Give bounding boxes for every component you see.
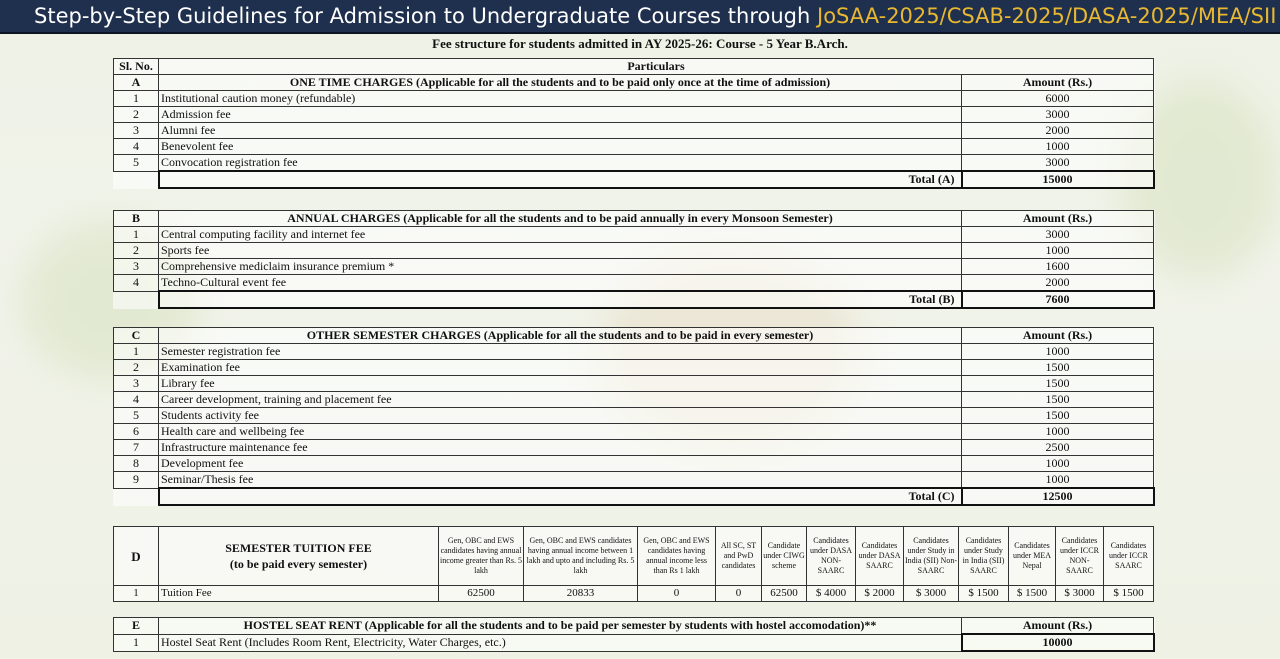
tuition-value: 0 bbox=[638, 586, 716, 602]
tuition-value: 62500 bbox=[439, 586, 524, 602]
table-row bbox=[114, 392, 1154, 408]
tuition-subtitle: (to be paid every semester) bbox=[229, 557, 368, 571]
section-code: B bbox=[114, 211, 159, 227]
particulars-header: Particulars bbox=[159, 59, 1154, 75]
row-amount: 1000 bbox=[962, 472, 1154, 489]
column-header: Gen, OBC and EWS candidates having annual income between 1 lakh and upto and including Rs. 5 lakh bbox=[524, 527, 638, 586]
row-number: 3 bbox=[114, 123, 159, 139]
row-amount: 3000 bbox=[962, 107, 1154, 123]
column-header: Candidate under CIWG scheme bbox=[762, 527, 807, 586]
section-code: E bbox=[114, 618, 159, 635]
tuition-header-row bbox=[114, 527, 1154, 586]
tuition-value: 62500 bbox=[762, 586, 807, 602]
table-section-d bbox=[113, 526, 1154, 602]
table-section-a bbox=[113, 58, 1155, 189]
row-number: 8 bbox=[114, 456, 159, 472]
column-header: Candidates under MEA Nepal bbox=[1009, 527, 1056, 586]
row-amount: 6000 bbox=[962, 91, 1154, 107]
row-label: Hostel Seat Rent (Includes Room Rent, Electricity, Water Charges, etc.) bbox=[159, 634, 962, 651]
tuition-value: $ 3000 bbox=[1056, 586, 1104, 602]
row-amount: 3000 bbox=[962, 227, 1154, 243]
row-label: Institutional caution money (refundable) bbox=[159, 91, 962, 107]
row-amount: 2000 bbox=[962, 275, 1154, 292]
total-amount: 12500 bbox=[962, 488, 1154, 505]
tuition-value: $ 1500 bbox=[959, 586, 1009, 602]
section-title bbox=[159, 527, 439, 586]
row-amount: 1000 bbox=[962, 139, 1154, 155]
table-row bbox=[114, 376, 1154, 392]
section-title: HOSTEL SEAT RENT (Applicable for all the students and to be paid per semester by students with hostel accomodation)** bbox=[159, 618, 962, 635]
table-row bbox=[114, 472, 1154, 489]
total-row bbox=[114, 488, 1154, 505]
total-amount: 15000 bbox=[962, 171, 1154, 188]
section-title: OTHER SEMESTER CHARGES (Applicable for all the students and to be paid in every semester) bbox=[159, 328, 962, 344]
amount-header: Amount (Rs.) bbox=[962, 75, 1154, 91]
table-section-b bbox=[113, 210, 1155, 309]
table-section-e bbox=[113, 617, 1155, 652]
row-label: Tuition Fee bbox=[159, 586, 439, 602]
table-row bbox=[114, 91, 1154, 107]
row-amount: 2500 bbox=[962, 440, 1154, 456]
table-row bbox=[114, 360, 1154, 376]
row-amount: 1000 bbox=[962, 344, 1154, 360]
row-amount: 1500 bbox=[962, 408, 1154, 424]
row-label: Comprehensive mediclaim insurance premium * bbox=[159, 259, 962, 275]
table-row bbox=[114, 344, 1154, 360]
tuition-value: $ 2000 bbox=[856, 586, 904, 602]
row-number: 1 bbox=[114, 227, 159, 243]
row-label: Health care and wellbeing fee bbox=[159, 424, 962, 440]
section-title: ONE TIME CHARGES (Applicable for all the students and to be paid only once at the time of admission) bbox=[159, 75, 962, 91]
row-amount: 1600 bbox=[962, 259, 1154, 275]
amount-header: Amount (Rs.) bbox=[962, 618, 1154, 635]
column-header: Candidates under ICCR NON-SAARC bbox=[1056, 527, 1104, 586]
row-label: Infrastructure maintenance fee bbox=[159, 440, 962, 456]
row-label: Admission fee bbox=[159, 107, 962, 123]
row-number: 5 bbox=[114, 408, 159, 424]
row-label: Benevolent fee bbox=[159, 139, 962, 155]
table-row bbox=[114, 456, 1154, 472]
total-row bbox=[114, 171, 1154, 188]
tuition-value: $ 3000 bbox=[904, 586, 959, 602]
page-banner bbox=[0, 0, 1280, 34]
row-label: Semester registration fee bbox=[159, 344, 962, 360]
row-label: Central computing facility and internet fee bbox=[159, 227, 962, 243]
row-amount: 2000 bbox=[962, 123, 1154, 139]
row-amount: 1500 bbox=[962, 376, 1154, 392]
table-row bbox=[114, 440, 1154, 456]
tuition-value: 20833 bbox=[524, 586, 638, 602]
column-header: Candidates under ICCR SAARC bbox=[1104, 527, 1154, 586]
row-label: Seminar/Thesis fee bbox=[159, 472, 962, 489]
row-label: Development fee bbox=[159, 456, 962, 472]
column-header: Gen, OBC and EWS candidates having annual income less than Rs 1 lakh bbox=[638, 527, 716, 586]
tuition-value: $ 1500 bbox=[1009, 586, 1056, 602]
table-row bbox=[114, 586, 1154, 602]
table-row bbox=[114, 408, 1154, 424]
section-title: ANNUAL CHARGES (Applicable for all the students and to be paid annually in every Monsoon Semester) bbox=[159, 211, 962, 227]
row-number: 1 bbox=[114, 634, 159, 651]
column-header: Candidates under DASA SAARC bbox=[856, 527, 904, 586]
row-number: 4 bbox=[114, 139, 159, 155]
section-code: A bbox=[114, 75, 159, 91]
total-amount: 7600 bbox=[962, 291, 1154, 308]
row-number: 3 bbox=[114, 259, 159, 275]
tuition-value: $ 4000 bbox=[807, 586, 856, 602]
row-amount: 10000 bbox=[962, 634, 1154, 651]
column-header: Candidates under Study in India (SII) Non-SAARC bbox=[904, 527, 959, 586]
table-row bbox=[114, 139, 1154, 155]
row-amount: 3000 bbox=[962, 155, 1154, 172]
row-number: 2 bbox=[114, 360, 159, 376]
row-number: 2 bbox=[114, 243, 159, 259]
row-label: Students activity fee bbox=[159, 408, 962, 424]
column-header: All SC, ST and PwD candidates bbox=[716, 527, 762, 586]
row-number: 4 bbox=[114, 275, 159, 292]
table-row bbox=[114, 227, 1154, 243]
total-label: Total (C) bbox=[159, 488, 962, 505]
tuition-value: $ 1500 bbox=[1104, 586, 1154, 602]
table-row bbox=[114, 634, 1154, 651]
total-row bbox=[114, 291, 1154, 308]
amount-header: Amount (Rs.) bbox=[962, 328, 1154, 344]
row-amount: 1000 bbox=[962, 424, 1154, 440]
total-label: Total (B) bbox=[159, 291, 962, 308]
table-row bbox=[114, 424, 1154, 440]
table-section-c bbox=[113, 327, 1155, 506]
spacer-cell bbox=[114, 291, 159, 308]
table-row bbox=[114, 259, 1154, 275]
sl-no-header: Sl. No. bbox=[114, 59, 159, 75]
row-label: Convocation registration fee bbox=[159, 155, 962, 172]
table-row bbox=[114, 243, 1154, 259]
row-number: 7 bbox=[114, 440, 159, 456]
spacer-cell bbox=[114, 171, 159, 188]
row-number: 6 bbox=[114, 424, 159, 440]
row-number: 1 bbox=[114, 586, 159, 602]
spacer-cell bbox=[114, 488, 159, 505]
column-header: Candidates under DASA NON-SAARC bbox=[807, 527, 856, 586]
table-row bbox=[114, 123, 1154, 139]
tuition-value: 0 bbox=[716, 586, 762, 602]
row-number: 1 bbox=[114, 344, 159, 360]
banner-title: Step-by-Step Guidelines for Admission to Undergraduate Courses through bbox=[34, 4, 817, 28]
section-code: C bbox=[114, 328, 159, 344]
amount-header: Amount (Rs.) bbox=[962, 211, 1154, 227]
row-amount: 1000 bbox=[962, 243, 1154, 259]
row-label: Career development, training and placement fee bbox=[159, 392, 962, 408]
row-label: Techno-Cultural event fee bbox=[159, 275, 962, 292]
row-number: 2 bbox=[114, 107, 159, 123]
row-label: Sports fee bbox=[159, 243, 962, 259]
column-header: Gen, OBC and EWS candidates having annual income greater than Rs. 5 lakh bbox=[439, 527, 524, 586]
row-label: Alumni fee bbox=[159, 123, 962, 139]
row-number: 1 bbox=[114, 91, 159, 107]
row-number: 3 bbox=[114, 376, 159, 392]
row-amount: 1500 bbox=[962, 360, 1154, 376]
row-number: 5 bbox=[114, 155, 159, 172]
table-row bbox=[114, 155, 1154, 172]
table-row bbox=[114, 107, 1154, 123]
page-subtitle: Fee structure for students admitted in AY 2025-26: Course - 5 Year B.Arch. bbox=[432, 36, 848, 51]
section-code: D bbox=[114, 527, 159, 586]
row-number: 4 bbox=[114, 392, 159, 408]
row-amount: 1000 bbox=[962, 456, 1154, 472]
row-amount: 1500 bbox=[962, 392, 1154, 408]
total-label: Total (A) bbox=[159, 171, 962, 188]
table-row bbox=[114, 275, 1154, 292]
row-number: 9 bbox=[114, 472, 159, 489]
row-label: Examination fee bbox=[159, 360, 962, 376]
banner-highlight: JoSAA-2025/CSAB-2025/DASA-2025/MEA/SII bbox=[817, 4, 1277, 28]
row-label: Library fee bbox=[159, 376, 962, 392]
column-header: Candidates under Study in India (SII) SAARC bbox=[959, 527, 1009, 586]
tuition-title: SEMESTER TUITION FEE bbox=[225, 541, 372, 555]
